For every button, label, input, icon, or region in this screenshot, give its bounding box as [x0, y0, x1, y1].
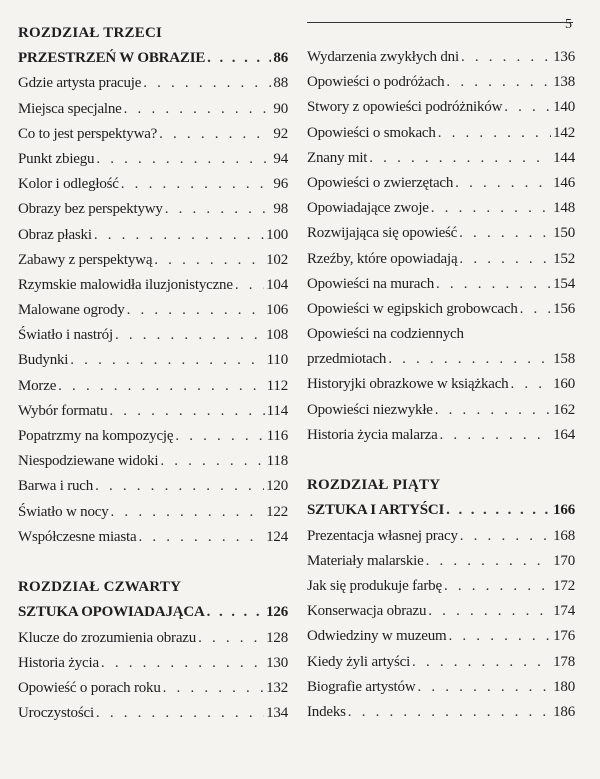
toc-entry-title: Budynki — [18, 352, 69, 369]
toc-entry-page: 178 — [553, 653, 575, 670]
leader-dots — [96, 701, 264, 726]
chapter4-title: ROZDZIAŁ CZWARTY — [18, 579, 182, 596]
toc-entry[interactable] — [18, 676, 288, 701]
toc-entry-page: 128 — [266, 629, 288, 646]
toc-entry[interactable] — [307, 247, 575, 272]
chapter4-cont-entries-b — [307, 372, 575, 448]
toc-entry-title: Niespodziewane widoki — [18, 453, 159, 470]
leader-dots — [109, 399, 264, 424]
toc-entry[interactable] — [307, 599, 575, 624]
leader-dots — [94, 223, 264, 248]
toc-entry-title: Opowieści niezwykłe — [307, 401, 433, 418]
toc-entry[interactable] — [18, 525, 288, 550]
leader-dots — [70, 348, 264, 373]
toc-entry[interactable] — [307, 624, 575, 649]
toc-entry[interactable] — [307, 650, 575, 675]
toc-entry-page: 170 — [553, 552, 575, 569]
toc-entry-page: 92 — [273, 125, 288, 142]
chapter5-subtitle[interactable] — [307, 498, 575, 523]
leader-dots — [428, 599, 551, 624]
toc-entry-page: 160 — [553, 376, 575, 393]
toc-entry[interactable] — [307, 524, 575, 549]
toc-entry[interactable] — [307, 272, 575, 297]
chapter3-title: ROZDZIAŁ TRZECI — [18, 25, 163, 41]
toc-entry[interactable] — [18, 97, 288, 122]
toc-entry-title: Współczesne miasta — [18, 528, 137, 545]
toc-entry-title: Wydarzenia zwykłych dni — [307, 49, 459, 65]
leader-dots — [431, 196, 551, 221]
leader-dots — [460, 524, 551, 549]
page-number: 5 — [565, 17, 572, 32]
leader-dots — [165, 197, 272, 222]
toc-entry-page: 106 — [266, 302, 288, 319]
toc-entry-page: 112 — [266, 377, 288, 394]
toc-entry-title: Historia życia malarza — [307, 426, 438, 443]
toc-entry-page: 150 — [553, 225, 575, 242]
leader-dots — [143, 71, 271, 96]
multiline-entry-first[interactable]: Opowieści na codziennych — [307, 326, 464, 343]
toc-entry-title: Morze — [18, 377, 57, 394]
toc-entry-title: Obraz płaski — [18, 226, 92, 243]
toc-entry[interactable] — [18, 71, 288, 96]
leader-dots — [459, 221, 551, 246]
toc-entry-page: 98 — [273, 201, 288, 218]
toc-entry-page: 148 — [553, 200, 575, 217]
leader-dots — [459, 247, 551, 272]
toc-entry[interactable] — [18, 474, 288, 499]
toc-entry-title: Światło w nocy — [18, 503, 109, 520]
toc-entry-page: 172 — [553, 577, 575, 594]
leader-dots — [96, 147, 271, 172]
toc-entry-title: Biografie artystów — [307, 678, 416, 695]
toc-entry-page: 122 — [266, 503, 288, 520]
toc-entry-title: Obrazy bez perspektywy — [18, 201, 163, 218]
chapter4-cont-entries-a — [307, 45, 575, 322]
toc-entry[interactable] — [307, 121, 575, 146]
toc-entry-title: Klucze do zrozumienia obrazu — [18, 629, 197, 646]
leader-dots — [235, 273, 264, 298]
leader-dots — [154, 248, 264, 273]
toc-entry[interactable] — [307, 221, 575, 246]
leader-dots — [446, 70, 551, 95]
leader-dots — [388, 347, 551, 372]
toc-entry-page: 142 — [553, 124, 575, 141]
toc-entry-page: 90 — [273, 100, 288, 117]
toc-entry-title: Rzeźby, które opowiadają — [307, 250, 458, 267]
toc-entry[interactable] — [307, 574, 575, 599]
toc-entry-title: Opowieści o zwierzętach — [307, 174, 454, 191]
toc-entry-title: Opowieść o porach roku — [18, 679, 161, 696]
toc-entry-page: 124 — [266, 528, 288, 545]
leader-dots — [115, 323, 264, 348]
chapter3-subtitle[interactable] — [18, 46, 288, 71]
spacer — [18, 550, 288, 575]
leader-dots — [121, 172, 272, 197]
spacer — [307, 448, 575, 473]
leader-dots — [175, 424, 264, 449]
toc-entry-page: 144 — [553, 149, 575, 166]
toc-entry-title: Opowieści w egipskich grobowcach — [307, 300, 518, 317]
toc-entry-page: 108 — [266, 327, 288, 344]
toc-entry[interactable] — [18, 223, 288, 248]
toc-entry-page: 96 — [273, 176, 288, 193]
toc-right-column — [307, 21, 575, 725]
leader-dots — [138, 525, 264, 550]
multiline-entry-second[interactable] — [307, 347, 575, 372]
toc-entry-page: 88 — [273, 75, 288, 92]
toc-entry-title: Rzymskie malowidła iluzjonistyczne — [18, 276, 233, 293]
leader-dots — [438, 121, 551, 146]
toc-entry-page: 146 — [553, 174, 575, 191]
chapter5-subtitle-page: 166 — [553, 502, 575, 519]
chapter5-title: ROZDZIAŁ PIĄTY — [307, 477, 441, 494]
toc-entry-page: 130 — [266, 654, 288, 671]
toc-entry-page: 114 — [266, 402, 288, 419]
chapter3-subtitle-page: 86 — [273, 50, 288, 67]
toc-entry[interactable] — [307, 146, 575, 171]
toc-entry[interactable] — [307, 45, 575, 70]
toc-entry[interactable] — [307, 549, 575, 574]
chapter5-entries — [307, 524, 575, 726]
leader-dots — [207, 46, 271, 71]
multiline-entry-page: 158 — [553, 351, 575, 368]
leader-dots — [417, 675, 551, 700]
leader-dots — [412, 650, 551, 675]
toc-entry[interactable] — [18, 651, 288, 676]
toc-entry[interactable] — [18, 626, 288, 651]
toc-entry[interactable] — [18, 701, 288, 726]
toc-entry-title: Stwory z opowieści podróżników — [307, 99, 503, 116]
chapter4-entries — [18, 626, 288, 727]
toc-entry-title: Popatrzmy na kompozycję — [18, 428, 174, 444]
leader-dots — [369, 146, 551, 171]
toc-entry-title: Wybór formatu — [18, 402, 108, 419]
toc-entry-title: Konserwacja obrazu — [307, 603, 427, 620]
toc-entry[interactable] — [18, 449, 288, 474]
leader-dots — [160, 449, 264, 474]
toc-entry-page: 168 — [553, 527, 575, 544]
column-top-rule — [307, 22, 573, 23]
leader-dots — [198, 626, 264, 651]
toc-entry-page: 156 — [553, 300, 575, 317]
toc-entry-title: Opowieści o smokach — [307, 124, 436, 141]
toc-entry-page: 118 — [266, 453, 288, 470]
toc-entry[interactable] — [18, 424, 288, 449]
toc-entry-page: 162 — [553, 401, 575, 418]
toc-entry-title: Rozwijająca się opowieść — [307, 225, 458, 242]
toc-entry-title: Punkt zbiegu — [18, 150, 95, 167]
toc-entry-page: 132 — [266, 679, 288, 696]
leader-dots — [95, 474, 264, 499]
toc-entry-title: Jak się produkuje farbę — [307, 577, 442, 594]
toc-entry-page: 138 — [553, 74, 575, 91]
toc-entry[interactable] — [18, 147, 288, 172]
toc-entry[interactable] — [307, 372, 575, 397]
toc-entry[interactable] — [307, 196, 575, 221]
toc-entry-title: Opowieści o podróżach — [307, 74, 445, 91]
leader-dots — [426, 549, 552, 574]
toc-entry[interactable] — [307, 700, 575, 725]
toc-entry[interactable] — [18, 323, 288, 348]
toc-entry-title: Znany mit — [307, 149, 368, 166]
toc-left-column — [18, 21, 288, 726]
toc-entry-page: 152 — [553, 250, 575, 267]
leader-dots — [207, 600, 264, 625]
toc-entry[interactable] — [18, 348, 288, 373]
toc-entry-title: Miejsca specjalne — [18, 100, 122, 117]
chapter4-subtitle[interactable] — [18, 600, 288, 625]
toc-entry-title: Światło i nastrój — [18, 327, 113, 344]
multiline-entry-second-text: przedmiotach — [307, 351, 387, 368]
toc-entry-title: Gdzie artysta pracuje — [18, 75, 142, 92]
leader-dots — [348, 700, 551, 725]
leader-dots — [436, 272, 551, 297]
toc-entry-page: 104 — [266, 276, 288, 293]
toc-entry[interactable] — [18, 122, 288, 147]
leader-dots — [124, 97, 272, 122]
toc-entry-title: Opowiadające zwoje — [307, 200, 429, 217]
toc-entry-page: 154 — [553, 275, 575, 292]
toc-entry-title: Indeks — [307, 703, 346, 720]
toc-entry[interactable] — [18, 273, 288, 298]
leader-dots — [444, 574, 551, 599]
toc-entry[interactable] — [18, 248, 288, 273]
toc-entry-page: 174 — [553, 603, 575, 620]
toc-entry-title: Historyjki obrazkowe w książkach — [307, 376, 509, 393]
leader-dots — [520, 297, 551, 322]
toc-entry-title: Co to jest perspektywa? — [18, 125, 158, 142]
leader-dots — [58, 374, 265, 399]
leader-dots — [446, 498, 551, 523]
toc-entry-title: Prezentacja własnej pracy — [307, 527, 458, 544]
toc-entry[interactable] — [307, 423, 575, 448]
toc-entry-title: Uroczystości — [18, 705, 94, 722]
toc-entry-page: 164 — [553, 426, 575, 443]
chapter4-subtitle-page: 126 — [266, 604, 288, 621]
toc-entry[interactable] — [307, 297, 575, 322]
toc-entry-page: 100 — [266, 226, 288, 243]
leader-dots — [127, 298, 265, 323]
toc-entry-page: 94 — [273, 150, 288, 167]
leader-dots — [461, 45, 551, 70]
toc-entry-page: 180 — [553, 678, 575, 695]
toc-entry-page: 116 — [266, 428, 288, 444]
toc-entry-title: Opowieści na murach — [307, 275, 434, 292]
toc-entry-title: Zabawy z perspektywą — [18, 251, 153, 268]
leader-dots — [449, 624, 552, 649]
leader-dots — [163, 676, 264, 701]
toc-entry-title: Odwiedziny w muzeum — [307, 628, 447, 645]
toc-entry[interactable] — [307, 70, 575, 95]
toc-entry-page: 134 — [266, 705, 288, 722]
leader-dots — [510, 372, 551, 397]
toc-entry-page: 120 — [266, 478, 288, 495]
toc-entry-title: Kolor i odległość — [18, 176, 119, 193]
toc-entry[interactable] — [18, 172, 288, 197]
toc-entry[interactable] — [307, 95, 575, 120]
leader-dots — [504, 95, 551, 120]
toc-entry-title: Kiedy żyli artyści — [307, 653, 411, 670]
chapter3-entries — [18, 71, 288, 550]
toc-entry-title: Barwa i ruch — [18, 478, 94, 495]
toc-entry-page: 102 — [266, 251, 288, 268]
toc-entry[interactable] — [18, 197, 288, 222]
toc-entry-page: 110 — [266, 352, 288, 369]
toc-entry[interactable] — [307, 398, 575, 423]
toc-entry[interactable] — [18, 399, 288, 424]
chapter4-subtitle-text: SZTUKA OPOWIADAJĄCA — [18, 604, 205, 621]
chapter5-subtitle-text: SZTUKA I ARTYŚCI — [307, 502, 445, 519]
toc-entry-title: Historia życia — [18, 654, 99, 671]
toc-entry-page: 140 — [553, 99, 575, 116]
toc-entry[interactable] — [18, 500, 288, 525]
toc-entry-title: Malowane ogrody — [18, 302, 125, 319]
toc-entry-page: 176 — [553, 628, 575, 645]
toc-entry[interactable] — [307, 171, 575, 196]
toc-entry-title: Materiały malarskie — [307, 552, 424, 569]
toc-entry[interactable] — [18, 298, 288, 323]
leader-dots — [455, 171, 551, 196]
leader-dots — [440, 423, 552, 448]
leader-dots — [435, 398, 551, 423]
chapter3-subtitle-text: PRZESTRZEŃ W OBRAZIE — [18, 50, 206, 67]
leader-dots — [111, 500, 265, 525]
toc-entry[interactable] — [18, 374, 288, 399]
toc-entry[interactable] — [307, 675, 575, 700]
toc-entry-page: 136 — [553, 49, 575, 65]
toc-entry-page: 186 — [553, 703, 575, 720]
leader-dots — [101, 651, 264, 676]
leader-dots — [159, 122, 271, 147]
